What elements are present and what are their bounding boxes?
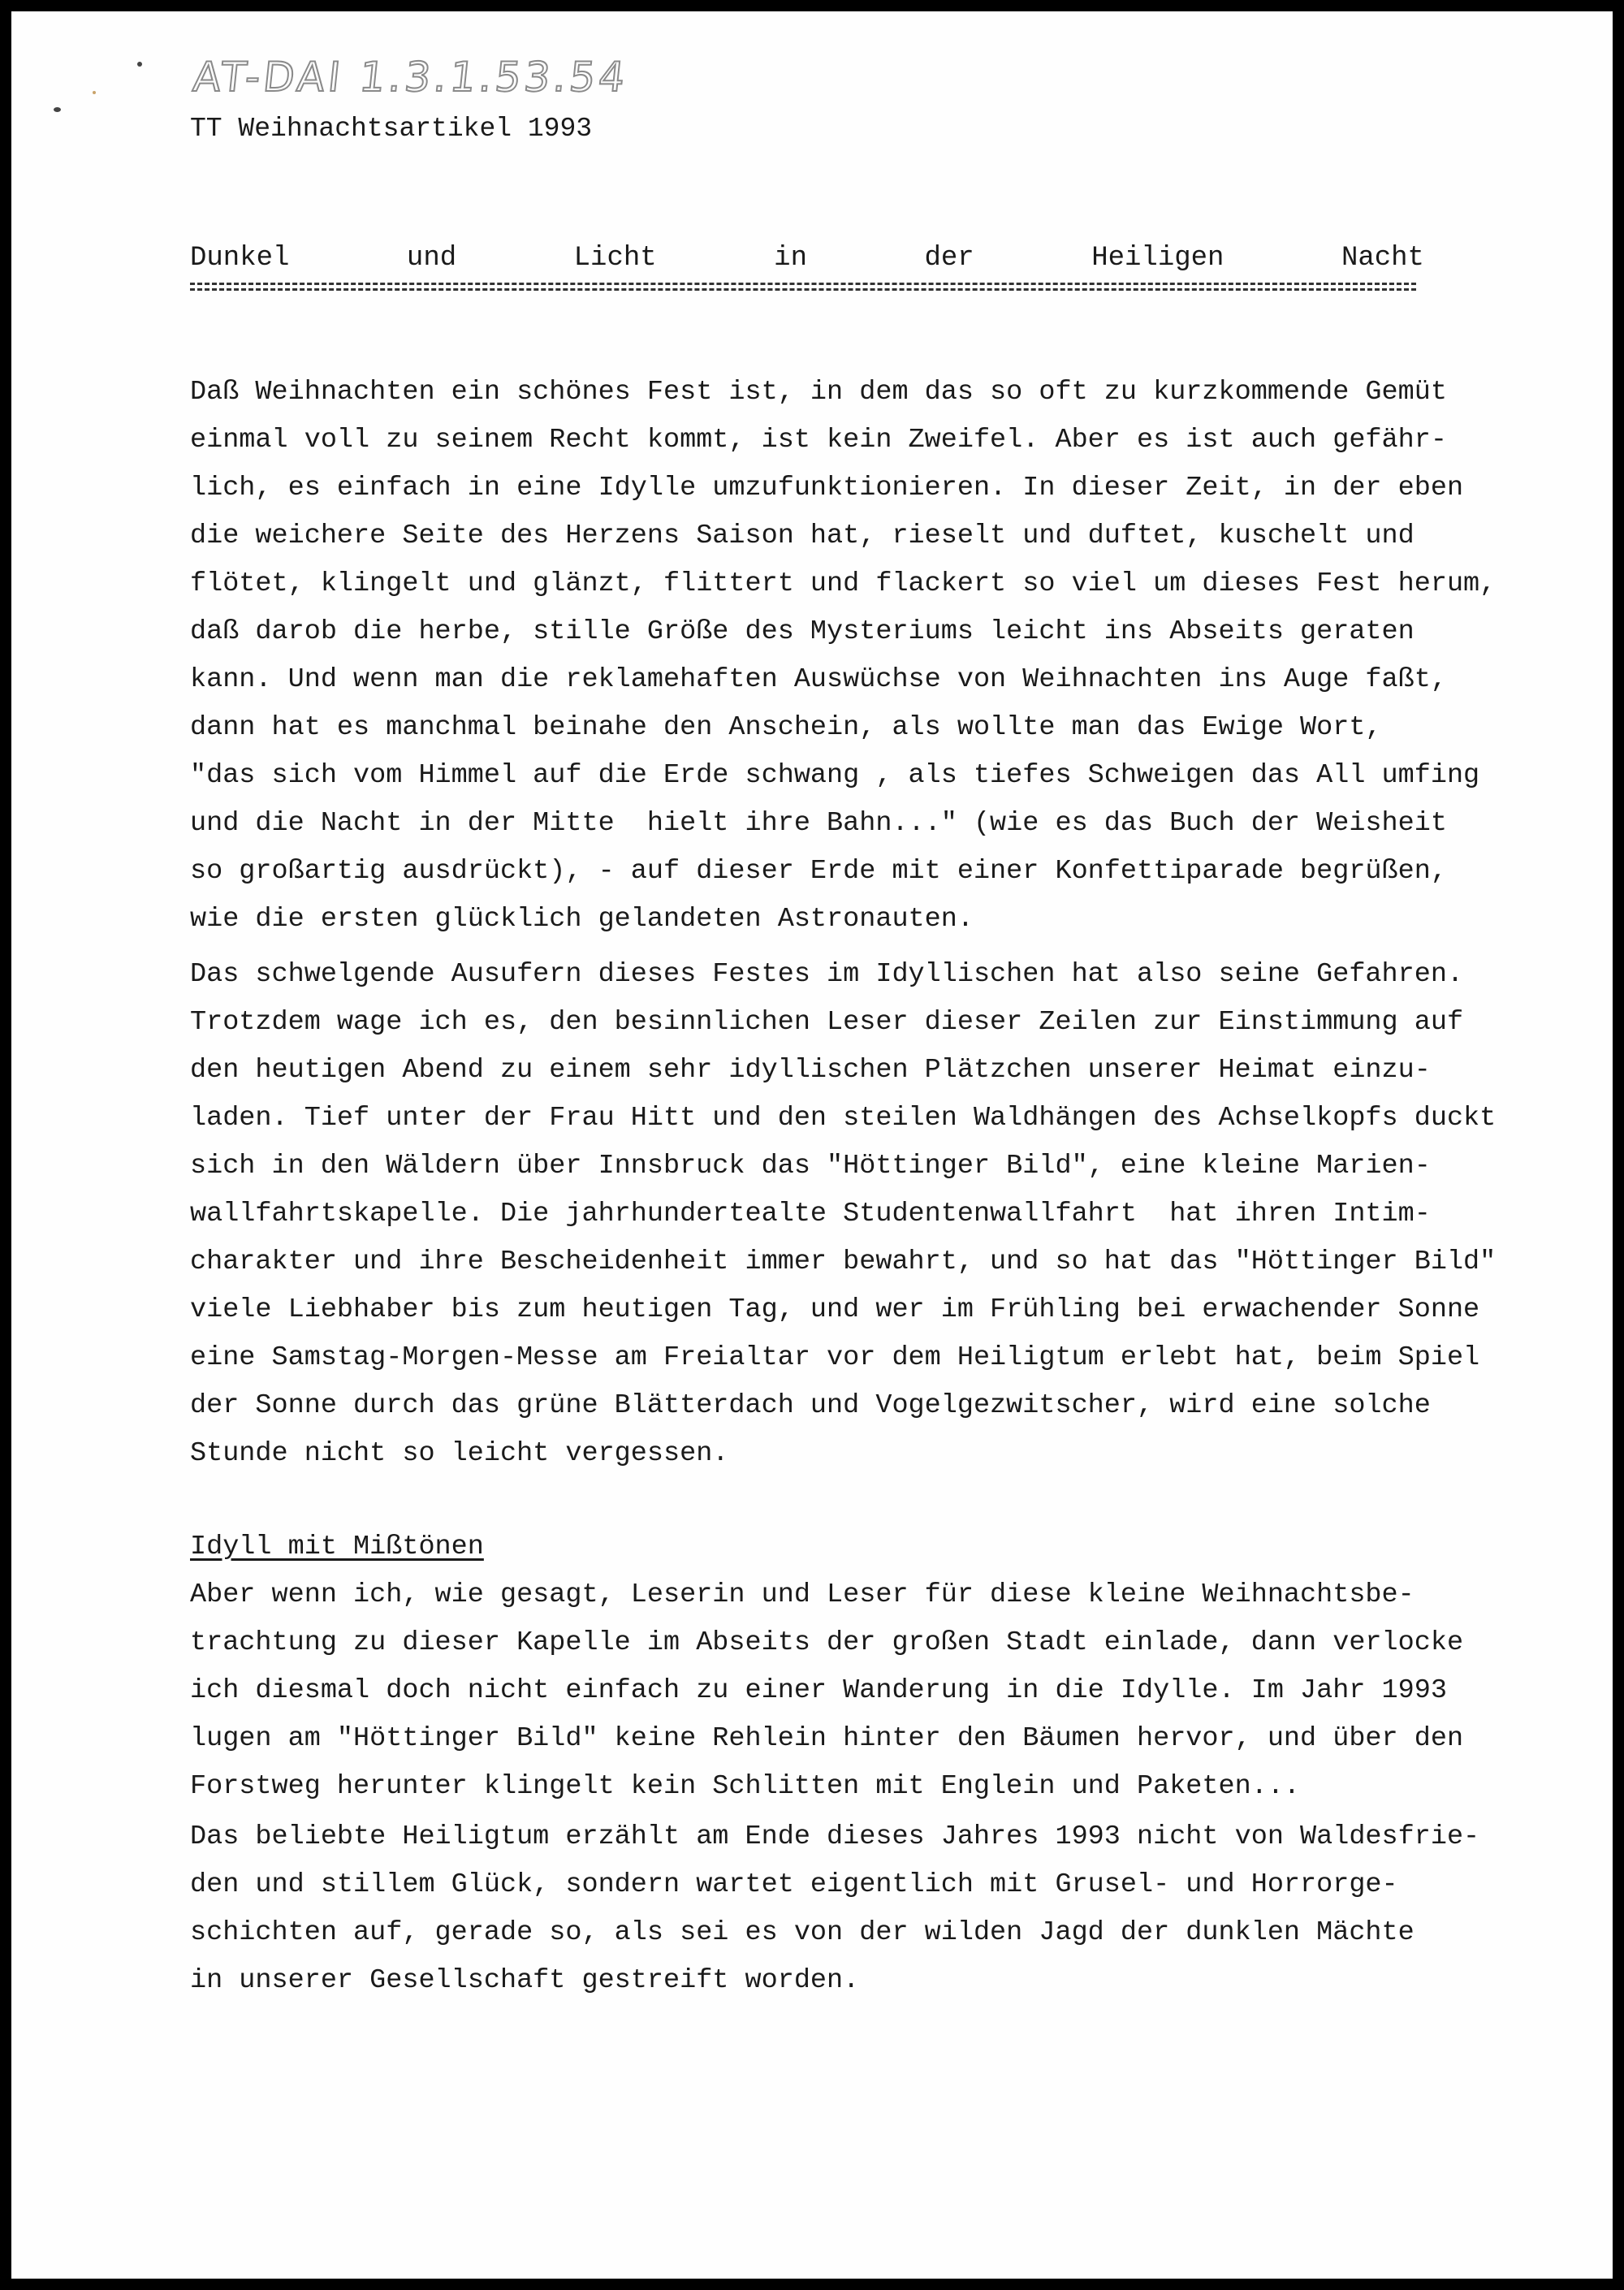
title-word: und xyxy=(406,243,457,274)
text-line: Forstweg herunter klingelt kein Schlitten mit Englein und Paketen... xyxy=(190,1771,1301,1802)
paragraph-4 xyxy=(190,1813,1587,2005)
archive-signature-handwritten: AT-DAI 1.3.1.53.54 xyxy=(190,54,631,101)
text-line: Aber wenn ich, wie gesagt, Leserin und Leser für diese kleine Weihnachtsbe- xyxy=(190,1579,1415,1610)
paragraph-1 xyxy=(190,369,1587,944)
text-line: Daß Weihnachten ein schönes Fest ist, in dem das so oft zu kurzkommende Gemüt xyxy=(190,377,1447,408)
section-heading: Idyll mit Mißtönen xyxy=(190,1532,484,1562)
text-line: trachtung zu dieser Kapelle im Abseits der großen Stadt einlade, dann verlocke xyxy=(190,1627,1464,1658)
text-line: sich in den Wäldern über Innsbruck das "Höttinger Bild", eine kleine Marien- xyxy=(190,1151,1431,1182)
text-line: eine Samstag-Morgen-Messe am Freialtar vor dem Heiligtum erlebt hat, beim Spiel xyxy=(190,1342,1480,1373)
text-line: und die Nacht in der Mitte hielt ihre Bahn..." (wie es das Buch der Weisheit xyxy=(190,808,1447,839)
text-line: so großartig ausdrückt), - auf dieser Erde mit einer Konfettiparade begrüßen, xyxy=(190,856,1447,887)
text-line: charakter und ihre Bescheidenheit immer bewahrt, und so hat das "Höttinger Bild" xyxy=(190,1247,1497,1277)
text-line: laden. Tief unter der Frau Hitt und den steilen Waldhängen des Achselkopfs duckt xyxy=(190,1103,1497,1134)
title-word: der xyxy=(924,243,974,274)
title-word: Heiligen xyxy=(1091,243,1224,274)
title-word: Nacht xyxy=(1341,243,1424,274)
article-title xyxy=(190,243,1424,274)
title-word: Dunkel xyxy=(190,243,290,274)
text-line: schichten auf, gerade so, als sei es von der wilden Jagd der dunklen Mächte xyxy=(190,1917,1415,1948)
title-word: Licht xyxy=(573,243,657,274)
text-line: ich diesmal doch nicht einfach zu einer Wanderung in die Idylle. Im Jahr 1993 xyxy=(190,1675,1447,1706)
text-line: kann. Und wenn man die reklamehaften Auswüchse von Weihnachten ins Auge faßt, xyxy=(190,664,1447,695)
title-word: in xyxy=(774,243,807,274)
title-double-underline xyxy=(190,281,1416,292)
paper-speck xyxy=(93,91,96,94)
text-line: wie die ersten glücklich gelandeten Astronauten. xyxy=(190,904,974,935)
text-line: in unserer Gesellschaft gestreift worden. xyxy=(190,1965,860,1996)
text-line: den heutigen Abend zu einem sehr idyllischen Plätzchen unserer Heimat einzu- xyxy=(190,1055,1431,1086)
text-line: Stunde nicht so leicht vergessen. xyxy=(190,1438,729,1469)
text-line: flötet, klingelt und glänzt, flittert und flackert so viel um dieses Fest herum, xyxy=(190,568,1497,599)
text-line: dann hat es manchmal beinahe den Anschein, als wollte man das Ewige Wort, xyxy=(190,712,1382,743)
text-line: die weichere Seite des Herzens Saison hat, rieselt und duftet, kuschelt und xyxy=(190,521,1415,551)
text-line: daß darob die herbe, stille Größe des Mysteriums leicht ins Abseits geraten xyxy=(190,616,1415,647)
document-label: TT Weihnachtsartikel 1993 xyxy=(190,114,593,144)
text-line: "das sich vom Himmel auf die Erde schwang , als tiefes Schweigen das All umfing xyxy=(190,760,1480,791)
paragraph-3 xyxy=(190,1571,1587,1811)
text-line: der Sonne durch das grüne Blätterdach und Vogelgezwitscher, wird eine solche xyxy=(190,1390,1431,1421)
paper-speck xyxy=(54,107,61,112)
text-line: den und stillem Glück, sondern wartet eigentlich mit Grusel- und Horrorge- xyxy=(190,1869,1398,1900)
text-line: Trotzdem wage ich es, den besinnlichen Leser dieser Zeilen zur Einstimmung auf xyxy=(190,1007,1464,1038)
text-line: einmal voll zu seinem Recht kommt, ist kein Zweifel. Aber es ist auch gefähr- xyxy=(190,425,1447,456)
text-line: lugen am "Höttinger Bild" keine Rehlein hinter den Bäumen hervor, und über den xyxy=(190,1723,1464,1754)
paragraph-2 xyxy=(190,951,1587,1478)
text-line: viele Liebhaber bis zum heutigen Tag, und wer im Frühling bei erwachender Sonne xyxy=(190,1294,1480,1325)
text-line: Das beliebte Heiligtum erzählt am Ende dieses Jahres 1993 nicht von Waldesfrie- xyxy=(190,1821,1480,1852)
text-line: Das schwelgende Ausufern dieses Festes im Idyllischen hat also seine Gefahren. xyxy=(190,959,1464,990)
text-line: lich, es einfach in eine Idylle umzufunktionieren. In dieser Zeit, in der eben xyxy=(190,473,1464,503)
text-line: wallfahrtskapelle. Die jahrhundertealte Studentenwallfahrt hat ihren Intim- xyxy=(190,1199,1431,1229)
document-page xyxy=(11,11,1613,2279)
paper-speck xyxy=(137,62,142,67)
